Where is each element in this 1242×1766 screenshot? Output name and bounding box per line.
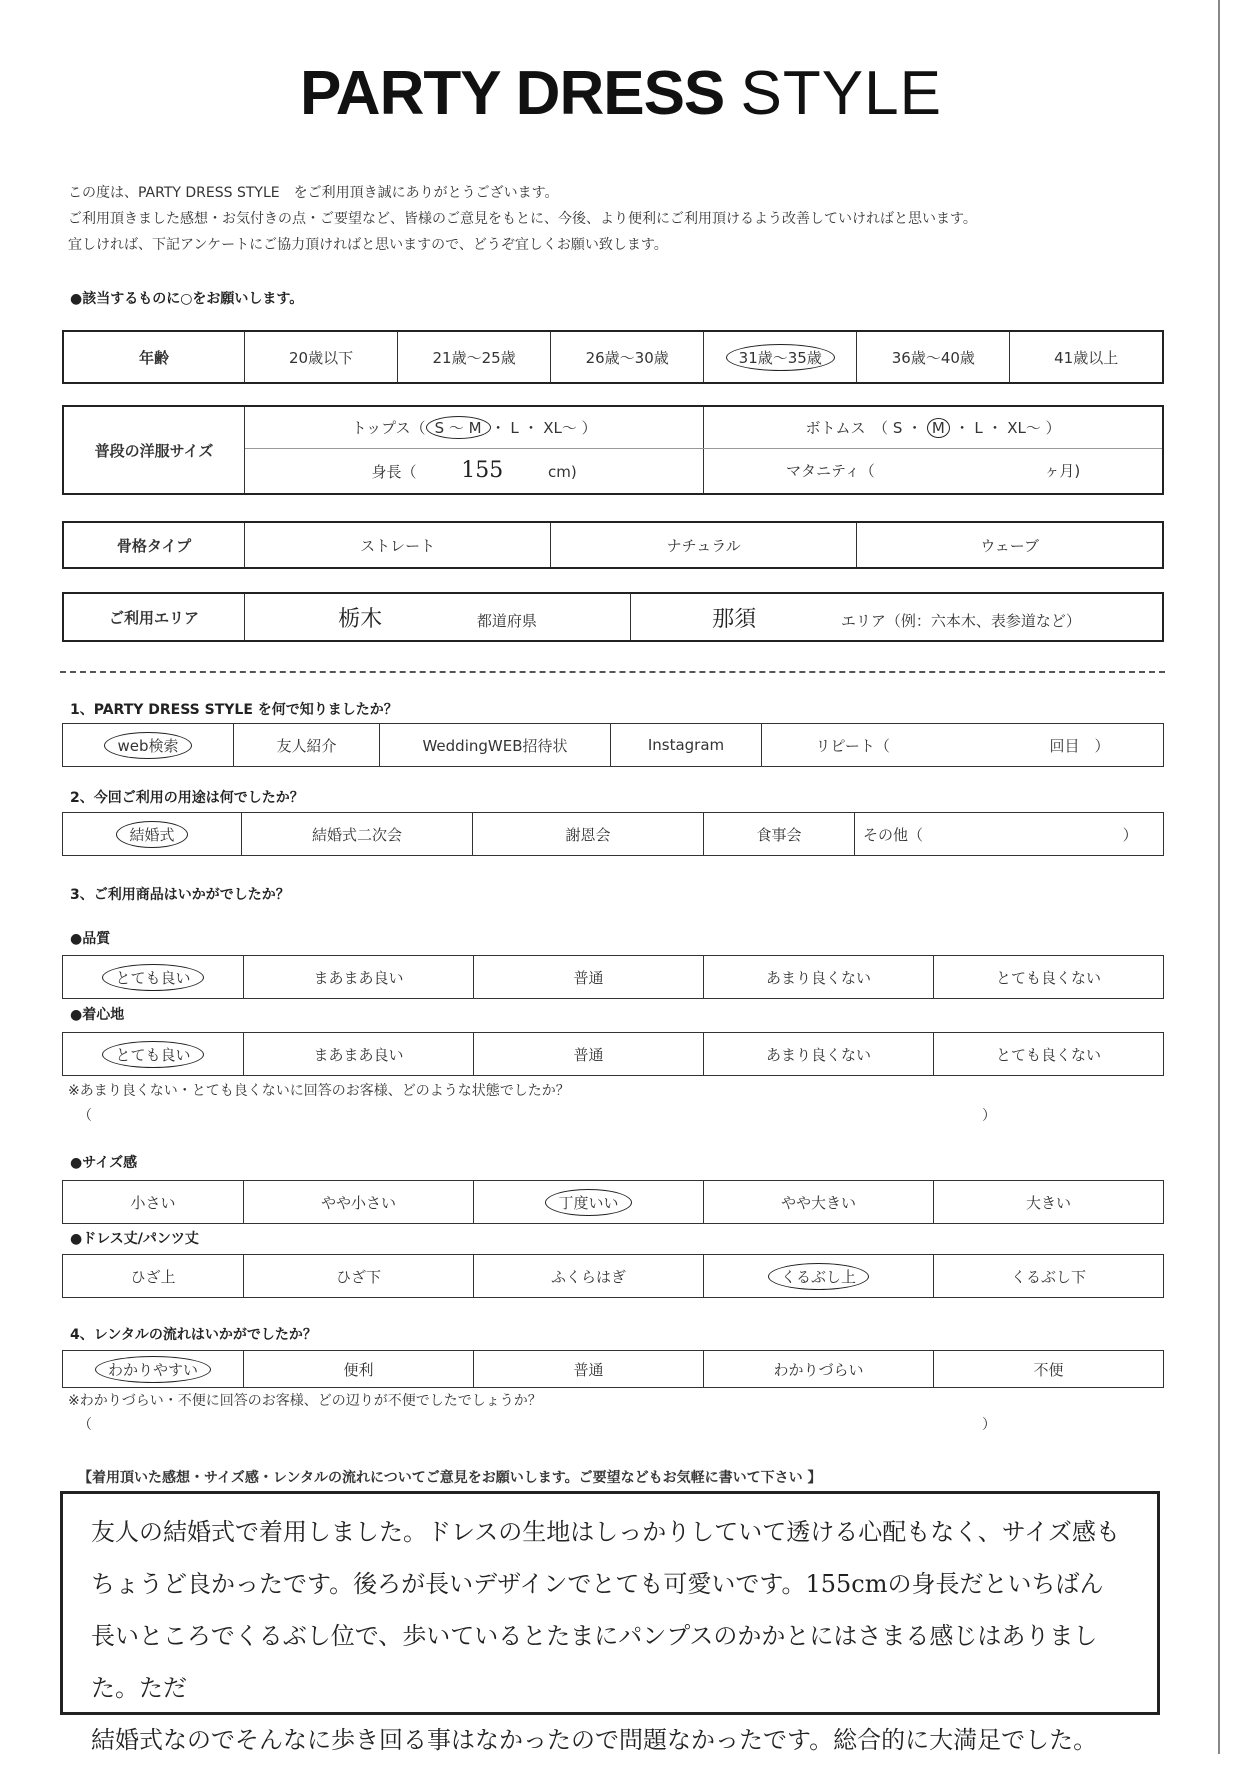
selection-circle: くるぶし上 bbox=[768, 1263, 869, 1290]
age-option[interactable]: 41歳以上 bbox=[1010, 331, 1163, 383]
q4-option[interactable]: 不便 bbox=[934, 1351, 1164, 1388]
selection-circle: わかりやすい bbox=[95, 1356, 211, 1383]
repeat-prefix: リピート（ bbox=[815, 736, 890, 755]
quality-option[interactable]: 普通 bbox=[474, 956, 704, 999]
age-option[interactable]: 36歳～40歳 bbox=[857, 331, 1010, 383]
age-option[interactable]: 26歳～30歳 bbox=[551, 331, 704, 383]
instruction-heading: ●該当するものに○をお願いします。 bbox=[70, 291, 304, 307]
q2-option-selected[interactable] bbox=[63, 813, 242, 856]
area-field[interactable] bbox=[631, 593, 1164, 641]
comment-line: 結婚式なのでそんなに歩き回る事はなかったので問題なかったです。総合的に大満足でした。 bbox=[91, 1726, 1098, 1754]
q4-table bbox=[62, 1350, 1164, 1388]
quality-option[interactable]: とても良くない bbox=[934, 956, 1164, 999]
q1-option[interactable]: Instagram bbox=[611, 724, 762, 767]
prefecture-label: 都道府県 bbox=[476, 611, 537, 630]
selection-circle: 結婚式 bbox=[116, 821, 187, 848]
quality-option[interactable]: まあまあ良い bbox=[244, 956, 474, 999]
q2-option[interactable]: 謝恩会 bbox=[473, 813, 704, 856]
prefecture-field[interactable] bbox=[245, 593, 631, 641]
quality-table bbox=[62, 955, 1164, 999]
area-label: ご利用エリア bbox=[63, 593, 245, 641]
size-label: 普段の洋服サイズ bbox=[63, 406, 245, 494]
body-type-label: 骨格タイプ bbox=[63, 522, 245, 568]
length-option[interactable]: くるぶし下 bbox=[934, 1255, 1164, 1298]
comment-box[interactable] bbox=[60, 1491, 1160, 1754]
divider bbox=[60, 671, 1165, 673]
tops-size[interactable] bbox=[245, 406, 704, 448]
intro-line: 宜しければ、下記アンケートにご協力頂ければと思いますので、どうぞ宜しくお願い致します。 bbox=[68, 237, 668, 253]
page-title bbox=[0, 58, 1242, 129]
size-feel-heading: ●サイズ感 bbox=[70, 1155, 138, 1171]
bottoms-selected: M bbox=[927, 418, 950, 438]
selection-circle: とても良い bbox=[102, 964, 203, 991]
repeat-suffix: 回目 ） bbox=[1049, 736, 1110, 755]
q2-heading: 2、今回ご利用の用途は何でしたか？ bbox=[70, 790, 304, 806]
length-heading: ●ドレス丈/パンツ丈 bbox=[70, 1231, 199, 1247]
fit-table bbox=[62, 1032, 1164, 1076]
size-feel-option[interactable]: 大きい bbox=[934, 1181, 1164, 1224]
body-type-option[interactable]: ウェーブ bbox=[857, 522, 1163, 568]
fit-option[interactable]: とても良くない bbox=[934, 1033, 1164, 1076]
age-option-selected[interactable] bbox=[704, 331, 857, 383]
bottoms-size[interactable] bbox=[704, 406, 1163, 448]
size-feel-option[interactable]: やや大きい bbox=[704, 1181, 934, 1224]
height-value: 155 bbox=[461, 458, 504, 484]
body-type-option[interactable]: ストレート bbox=[245, 522, 551, 568]
size-feel-option[interactable]: やや小さい bbox=[244, 1181, 474, 1224]
intro-line: この度は、PARTY DRESS STYLE をご利用頂き誠にありがとうございます。 bbox=[68, 185, 559, 201]
quality-heading: ●品質 bbox=[70, 931, 111, 947]
area-value: 那須 bbox=[712, 606, 757, 632]
length-option[interactable]: ひざ下 bbox=[244, 1255, 474, 1298]
height-field[interactable] bbox=[245, 448, 704, 494]
paren-open: （ bbox=[78, 1417, 92, 1433]
paren-close: ） bbox=[982, 1108, 996, 1124]
size-feel-option[interactable]: 小さい bbox=[63, 1181, 244, 1224]
comment-line: 長いところでくるぶし位で、歩いているとたまにパンプスのかかとにはさまる感じはありました。ただ bbox=[91, 1622, 1098, 1702]
quality-option[interactable]: あまり良くない bbox=[704, 956, 934, 999]
area-example-label: エリア（例：六本木、表参道など） bbox=[840, 611, 1081, 630]
fit-heading: ●着心地 bbox=[70, 1007, 125, 1023]
area-table bbox=[62, 592, 1164, 642]
q1-option-selected[interactable] bbox=[63, 724, 234, 767]
q2-other-field[interactable] bbox=[855, 813, 1164, 856]
height-prefix: 身長（ bbox=[371, 463, 417, 482]
fit-followup-note: ※あまり良くない・とても良くないに回答のお客様、どのような状態でしたか？ bbox=[68, 1083, 570, 1099]
selection-circle: とても良い bbox=[102, 1041, 203, 1068]
age-label: 年齢 bbox=[63, 331, 245, 383]
age-option[interactable]: 20歳以下 bbox=[245, 331, 398, 383]
q3-heading: 3、ご利用商品はいかがでしたか？ bbox=[70, 887, 290, 903]
comment-text bbox=[91, 1506, 1131, 1766]
title-light: STYLE bbox=[740, 59, 942, 128]
q2-table bbox=[62, 812, 1164, 856]
q1-option[interactable]: 友人紹介 bbox=[234, 724, 380, 767]
body-type-table bbox=[62, 521, 1164, 569]
intro-text bbox=[68, 180, 977, 258]
q1-repeat-field[interactable] bbox=[762, 724, 1164, 767]
tops-selected: S ～ M bbox=[426, 416, 491, 439]
length-option-selected[interactable] bbox=[704, 1255, 934, 1298]
size-feel-option-selected[interactable] bbox=[474, 1181, 704, 1224]
comment-heading: 【着用頂いた感想・サイズ感・レンタルの流れについてご意見をお願いします。ご要望などもお気軽に書いて下さい 】 bbox=[78, 1470, 822, 1486]
height-unit: cm) bbox=[548, 463, 577, 482]
q1-table bbox=[62, 723, 1164, 767]
length-option[interactable]: ひざ上 bbox=[63, 1255, 244, 1298]
paren-close: ） bbox=[982, 1417, 996, 1433]
maternity-suffix: ヶ月) bbox=[1044, 462, 1081, 481]
fit-option[interactable]: あまり良くない bbox=[704, 1033, 934, 1076]
tops-prefix: トップス（ bbox=[351, 418, 426, 437]
q2-option[interactable]: 結婚式二次会 bbox=[242, 813, 473, 856]
q4-option[interactable]: わかりづらい bbox=[704, 1351, 934, 1388]
length-option[interactable]: ふくらはぎ bbox=[474, 1255, 704, 1298]
bottoms-prefix: ボトムス （ S ・ bbox=[805, 418, 923, 437]
q4-option[interactable]: 便利 bbox=[244, 1351, 474, 1388]
fit-option[interactable]: まあまあ良い bbox=[244, 1033, 474, 1076]
q1-heading: 1、PARTY DRESS STYLE を何で知りましたか？ bbox=[70, 702, 398, 718]
length-table bbox=[62, 1254, 1164, 1298]
size-table bbox=[62, 405, 1164, 495]
bottoms-suffix: ・ L ・ XL～ ） bbox=[954, 418, 1061, 437]
comment-line: ちょうど良かったです。後ろが長いデザインでとても可愛いです。155cmの身長だといちばん bbox=[91, 1570, 1104, 1598]
scan-edge-line bbox=[1218, 0, 1220, 1754]
quality-option-selected[interactable] bbox=[63, 956, 244, 999]
q4-option-selected[interactable] bbox=[63, 1351, 244, 1388]
fit-option-selected[interactable] bbox=[63, 1033, 244, 1076]
tops-suffix: ・ L ・ XL～ ） bbox=[490, 418, 597, 437]
maternity-prefix: マタニティ（ bbox=[786, 462, 875, 481]
comment-line: 友人の結婚式で着用しました。ドレスの生地はしっかりしていて透ける心配もなく、サイズ感も bbox=[91, 1518, 1120, 1546]
fit-option[interactable]: 普通 bbox=[474, 1033, 704, 1076]
q1-option[interactable]: WeddingWEB招待状 bbox=[380, 724, 611, 767]
age-table bbox=[62, 330, 1164, 384]
paren-open: （ bbox=[78, 1108, 92, 1124]
size-feel-table bbox=[62, 1180, 1164, 1224]
maternity-field[interactable] bbox=[704, 448, 1163, 494]
selection-circle: web検索 bbox=[104, 732, 191, 759]
q2-option[interactable]: 食事会 bbox=[704, 813, 855, 856]
intro-line: ご利用頂きました感想・お気付きの点・ご要望など、皆様のご意見をもとに、今後、より便利にご利用頂けるよう改善していければと思います。 bbox=[68, 211, 977, 227]
other-prefix: その他（ bbox=[863, 825, 924, 844]
prefecture-value: 栃木 bbox=[338, 606, 383, 632]
q4-option[interactable]: 普通 bbox=[474, 1351, 704, 1388]
selection-circle: 丁度いい bbox=[545, 1189, 631, 1216]
q4-heading: 4、レンタルの流れはいかがでしたか？ bbox=[70, 1327, 317, 1343]
selection-circle: 31歳～35歳 bbox=[726, 344, 835, 371]
title-bold: PARTY DRESS bbox=[300, 59, 725, 128]
other-suffix: ） bbox=[1122, 825, 1138, 844]
body-type-option[interactable]: ナチュラル bbox=[551, 522, 857, 568]
q4-followup-note: ※わかりづらい・不便に回答のお客様、どの辺りが不便でしたでしょうか？ bbox=[68, 1393, 542, 1409]
age-option[interactable]: 21歳～25歳 bbox=[398, 331, 551, 383]
